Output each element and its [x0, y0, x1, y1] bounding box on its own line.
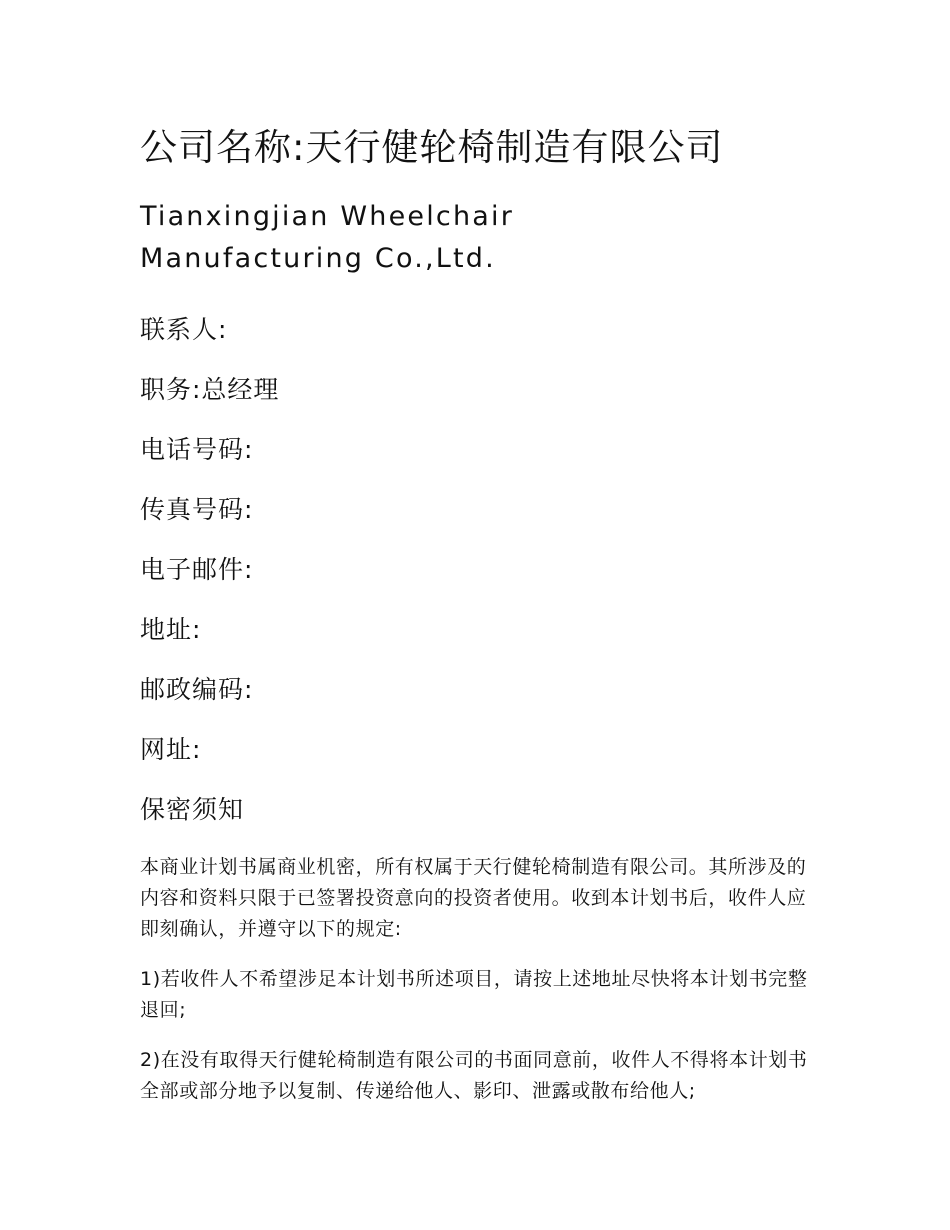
field-position: 职务:总经理 [140, 375, 280, 404]
confidentiality-rule-2: 2)在没有取得天行健轮椅制造有限公司的书面同意前，收件人不得将本计划书全部或部分地予以复制、传递给他人、影印、泄露或散布给他人; [140, 1049, 808, 1102]
field-contact-person: 联系人: [140, 315, 228, 344]
confidentiality-paragraph: 本商业计划书属商业机密，所有权属于天行健轮椅制造有限公司。其所涉及的内容和资料只限于已签署投资意向的投资者使用。收到本计划书后，收件人应即刻确认，并遵守以下的规定: [140, 856, 807, 940]
company-name-en: Tianxingjian Wheelchair Manufacturing Co.,Ltd. [140, 201, 515, 274]
field-email: 电子邮件: [140, 555, 254, 584]
confidentiality-heading: 保密须知 [140, 795, 245, 824]
document-content [140, 122, 820, 1107]
field-phone: 电话号码: [140, 435, 254, 464]
contact-fields [140, 300, 820, 780]
field-fax: 传真号码: [140, 495, 254, 524]
field-postal-code: 邮政编码: [140, 675, 254, 704]
company-name-cn: 公司名称:天行健轮椅制造有限公司 [140, 126, 724, 169]
field-website: 网址: [140, 735, 202, 764]
confidentiality-rule-1: 1)若收件人不希望涉足本计划书所述项目，请按上述地址尽快将本计划书完整退回; [140, 968, 808, 1021]
field-address: 地址: [140, 615, 202, 644]
